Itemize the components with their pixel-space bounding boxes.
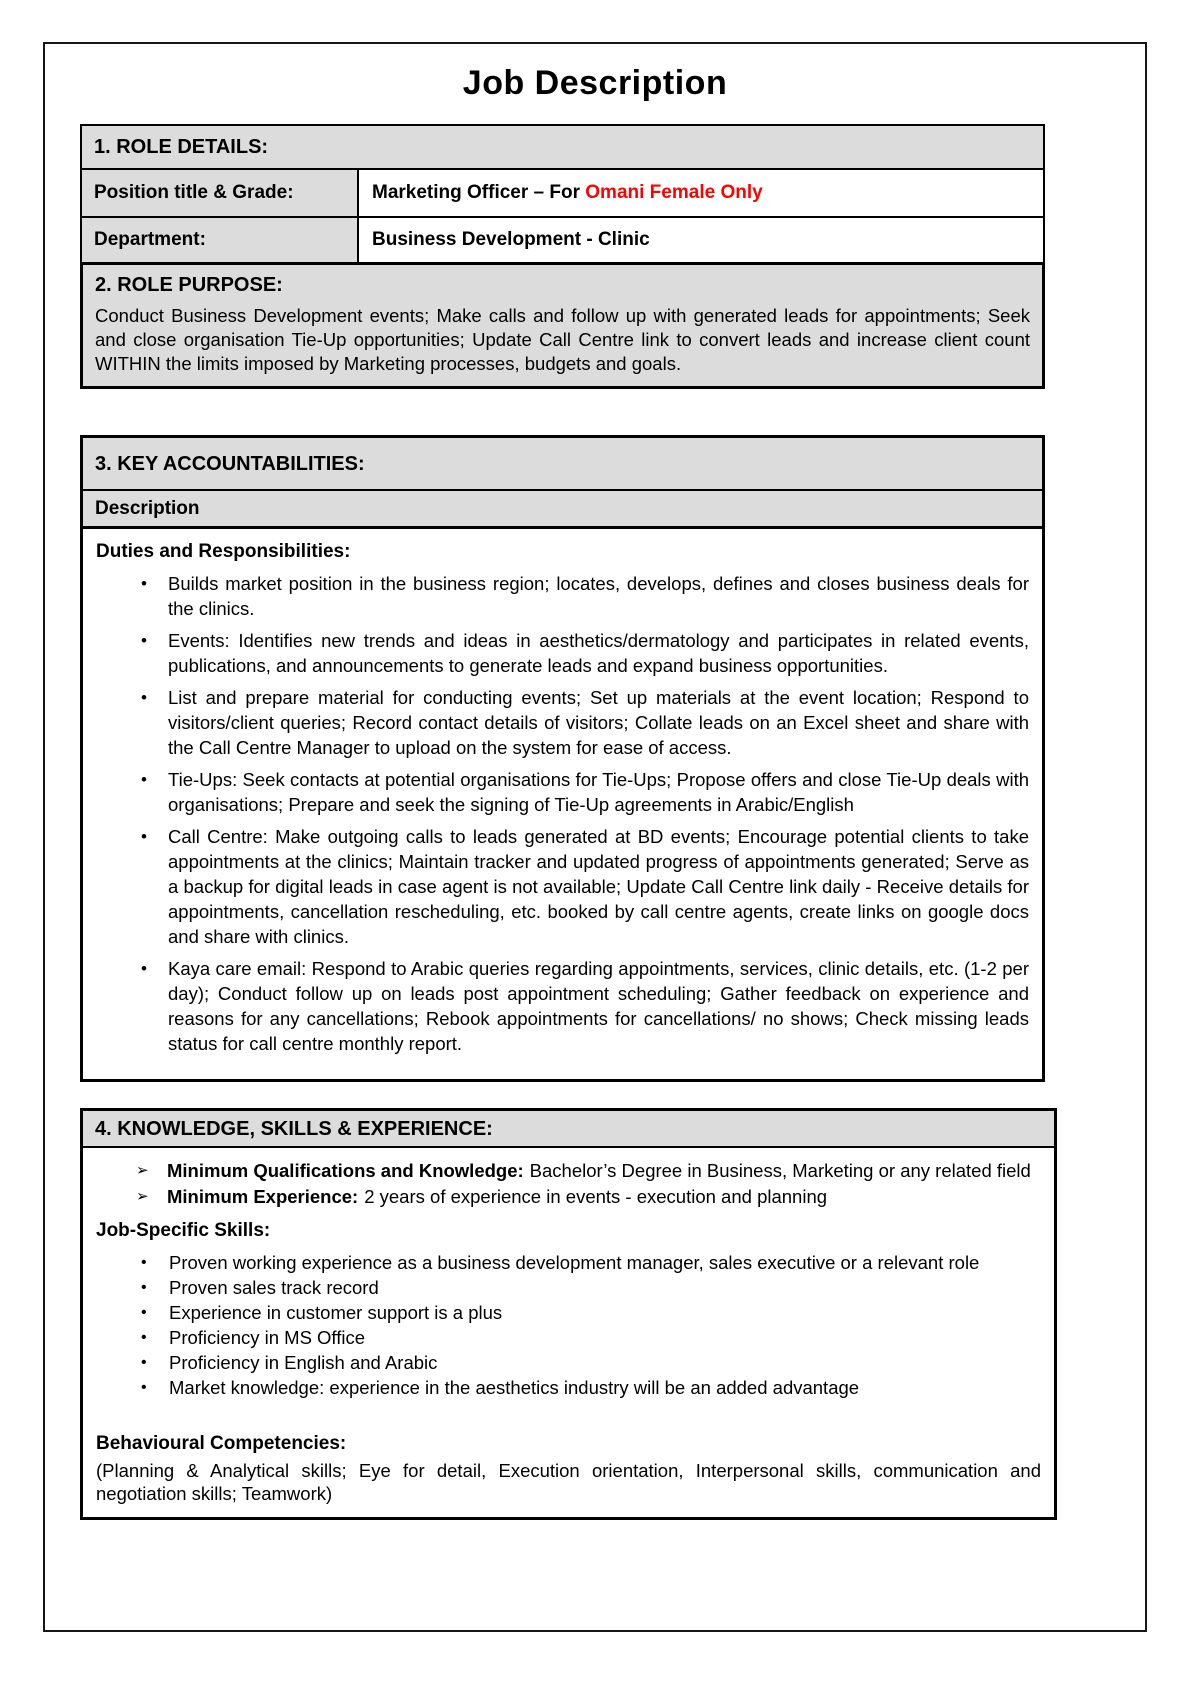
bullet-icon: • [141,1329,147,1346]
qualification-label: Minimum Experience: [167,1186,359,1207]
qualification-item [96,1158,1041,1183]
knowledge-skills-content [83,1148,1054,1517]
department-label: Department: [82,218,359,262]
skill-item [96,1250,1041,1275]
qualification-label: Minimum Qualifications and Knowledge: [167,1160,524,1181]
bullet-icon: • [141,688,147,707]
behavioural-competencies-text: (Planning & Analytical skills; Eye for detail, Execution orientation, Interpersonal skills, communication and negotiation skills; Teamwork) [96,1460,1041,1504]
duty-text: Call Centre: Make outgoing calls to leads generated at BD events; Encourage potential clients to take appointments at the clinics; Maintain tracker and updated progress of appointments generated; Serve as a backup for digital leads in case agent is not available; Update Call Centre link daily - Receive details for appointments, cancellation rescheduling, etc. booked by call centre agents, create links on google docs and share with clinics. [168,826,1029,947]
table-row-department [82,216,1043,262]
duties-title: Duties and Responsibilities: [96,541,351,562]
duty-text: List and prepare material for conducting events; Set up materials at the event location; Respond to visitors/client queries; Record contact details of visitors; Collate leads on an Excel sheet and share with the Call Centre Manager to upload on the system for ease of access. [168,687,1029,758]
duty-text: Events: Identifies new trends and ideas in aesthetics/dermatology and participates in related events, publications, and announcements to generate leads and expand business opportunities. [168,630,1029,676]
behavioural-competencies-title: Behavioural Competencies: [96,1433,347,1454]
position-title-label: Position title & Grade: [82,170,359,216]
key-accountabilities-section [80,435,1045,1082]
department-value: Business Development - Clinic [372,229,650,250]
skill-item [96,1350,1041,1375]
arrow-bullet-icon: ➢ [136,1162,149,1179]
duties-list [96,571,1029,1056]
bullet-icon: • [141,1379,147,1396]
qualification-text: Bachelor’s Degree in Business, Marketing or any related field [529,1160,1031,1181]
description-subheader: Description [83,491,1042,529]
position-title-value [359,170,1043,216]
key-accountabilities-header: 3. KEY ACCOUNTABILITIES: [83,438,1042,491]
duty-item [96,824,1029,949]
job-specific-skills-title: Job-Specific Skills: [96,1220,271,1241]
qualification-text-wrap [167,1158,1031,1183]
qualification-text: 2 years of experience in events - execution and planning [364,1186,828,1207]
role-purpose-section [80,262,1045,389]
skill-text: Market knowledge: experience in the aesthetics industry will be an added advantage [169,1377,860,1398]
skill-item [96,1375,1041,1400]
skill-text: Experience in customer support is a plus [169,1302,503,1323]
duty-item [96,767,1029,817]
qualification-text-wrap [167,1184,827,1209]
skill-text: Proficiency in English and Arabic [169,1352,438,1373]
duty-item [96,685,1029,760]
bullet-icon: • [141,1354,147,1371]
position-title-highlight: Omani Female Only [585,182,763,203]
bullet-icon: • [141,959,147,978]
bullet-icon: • [141,574,147,593]
skill-item [96,1300,1041,1325]
role-details-header: 1. ROLE DETAILS: [82,126,1043,170]
skill-text: Proven sales track record [169,1277,379,1298]
position-title-text: Marketing Officer – For [372,182,586,203]
skill-item [96,1275,1041,1300]
key-accountabilities-content [83,529,1042,1079]
page-title: Job Description [462,64,728,102]
duty-item [96,956,1029,1056]
duty-text: Builds market position in the business region; locates, develops, defines and closes business deals for the clinics. [168,573,1029,619]
knowledge-skills-section [80,1108,1057,1520]
qualifications-list [96,1158,1041,1209]
table-row-position [82,170,1043,216]
duty-item [96,571,1029,621]
duty-text: Kaya care email: Respond to Arabic queries regarding appointments, services, clinic details, etc. (1-2 per day); Conduct follow up on leads post appointment scheduling; Gather feedback on experience and reasons for any cancellations; Rebook appointments for cancellations/ no shows; Check missing leads status for call centre monthly report. [168,958,1029,1054]
skill-text: Proficiency in MS Office [169,1327,366,1348]
role-details-table [80,124,1045,264]
bullet-icon: • [141,1254,147,1271]
duty-text: Tie-Ups: Seek contacts at potential organisations for Tie-Ups; Propose offers and close Tie-Up deals with organisations; Prepare and seek the signing of Tie-Up agreements in Arabic/English [168,769,1029,815]
role-purpose-header: 2. ROLE PURPOSE: [95,274,283,296]
bullet-icon: • [141,631,147,650]
skill-item [96,1325,1041,1350]
arrow-bullet-icon: ➢ [136,1188,149,1205]
qualification-item [96,1184,1041,1209]
document-page [43,42,1147,1632]
skill-text: Proven working experience as a business development manager, sales executive or a relevant role [169,1252,980,1273]
duty-item [96,628,1029,678]
bullet-icon: • [141,770,147,789]
knowledge-skills-header: 4. KNOWLEDGE, SKILLS & EXPERIENCE: [83,1111,1054,1148]
bullet-icon: • [141,1304,147,1321]
bullet-icon: • [141,1279,147,1296]
role-purpose-text: Conduct Business Development events; Make calls and follow up with generated leads for appointments; Seek and close organisation Tie-Up opportunities; Update Call Centre link to convert leads and increase client count WITHIN the limits imposed by Marketing processes, budgets and goals. [95,305,1030,374]
job-skills-list [96,1250,1041,1400]
bullet-icon: • [141,827,147,846]
